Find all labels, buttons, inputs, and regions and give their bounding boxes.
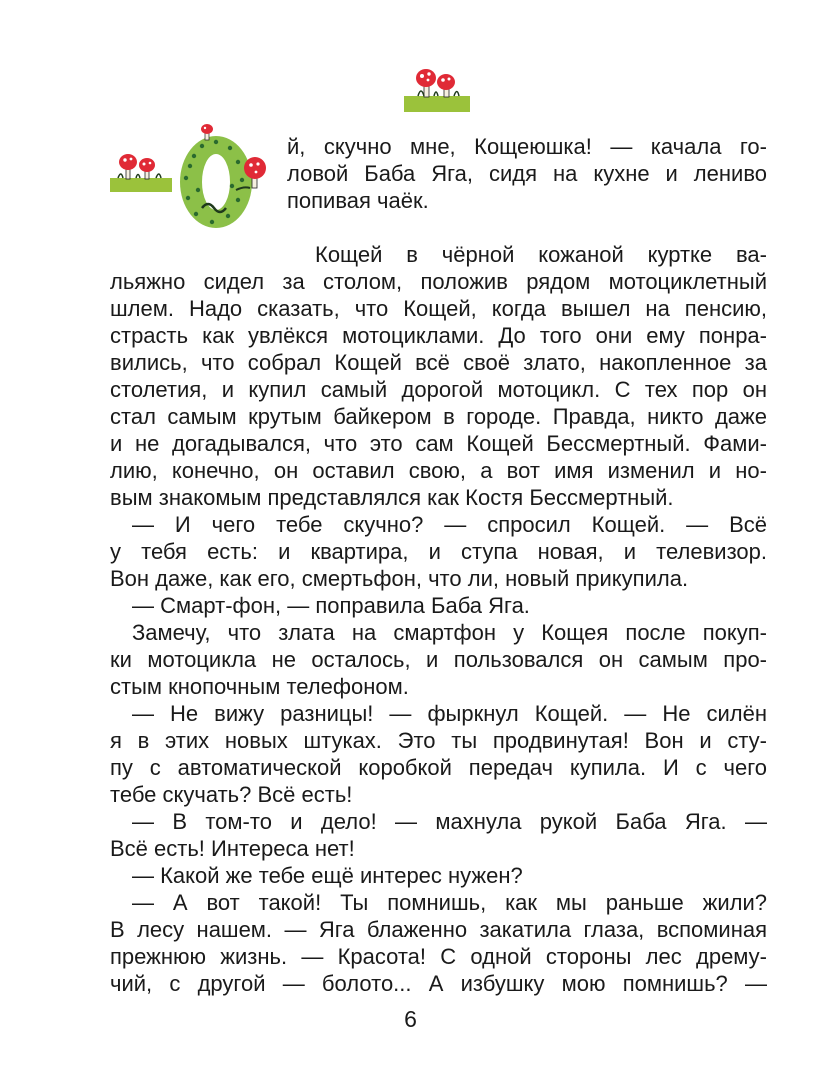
text-line: Кощей в чёрной кожаной куртке ва- (315, 242, 767, 267)
text-line: льяжно сидел за столом, положив рядом мотоциклетный (110, 269, 767, 294)
text-line: — И чего тебе скучно? — спросил Кощей. — Всё (132, 512, 767, 537)
text-line: столетия, и купил самый дорогой мотоцикл. С тех пор он (110, 377, 767, 402)
mushroom-ornament-left (110, 152, 172, 194)
text-line: — Какой же тебе ещё интерес нужен? (132, 863, 523, 888)
text-line: В лесу нашем. — Яга блаженно закатила глаза, вспоминая (110, 917, 767, 942)
mushroom-icon (437, 74, 455, 97)
text-line: стал самым крутым байкером в городе. Правда, никто даже (110, 404, 767, 429)
text-line: лию, конечно, он оставил свою, а вот имя изменил и но- (110, 458, 767, 483)
mushroom-icon (139, 158, 155, 179)
text-line: и не догадывался, что это сам Кощей Бессмертный. Фами- (110, 431, 767, 456)
text-line: прежнюю жизнь. — Красота! С одной стороны лес дрему- (110, 944, 767, 969)
text-line: Всё есть! Интереса нет! (110, 836, 355, 861)
text-line: — Смарт-фон, — поправила Баба Яга. (132, 593, 530, 618)
text-line: у тебя есть: и квартира, и ступа новая, и телевизор. (110, 539, 767, 564)
text-line: пу с автоматической коробкой передач купила. И с чего (110, 755, 767, 780)
text-line: Вон даже, как его, смертьфон, что ли, новый прикупила. (110, 566, 689, 591)
text-line: — А вот такой! Ты помнишь, как мы раньше жили? (132, 890, 767, 915)
text-line: ки мотоцикла не осталось, и пользовался он самым про- (110, 647, 767, 672)
text-line: чий, с другой — болото... А избушку мою помнишь? — (110, 971, 767, 996)
drop-cap-letter (172, 120, 272, 232)
text-line: й, скучно мне, Кощеюшка! — качала го- (287, 134, 767, 159)
mushroom-ornament-top (404, 66, 470, 114)
text-line: ловой Баба Яга, сидя на кухне и лениво (287, 161, 767, 186)
text-line: стым кнопочным телефоном. (110, 674, 409, 699)
text-line: вым знакомым представлялся как Костя Бессмертный. (110, 485, 674, 510)
text-line: страсть как увлёкся мотоциклами. До того они ему понра- (110, 323, 767, 348)
text-line: я в этих новых штуках. Это ты продвинутая! Вон и сту- (110, 728, 767, 753)
text-line: попивая чаёк. (287, 188, 429, 213)
text-line: шлем. Надо сказать, что Кощей, когда вышел на пенсию, (110, 296, 767, 321)
text-line: — Не вижу разницы! — фыркнул Кощей. — Не силён (132, 701, 767, 726)
page-number: 6 (404, 1006, 417, 1032)
text-line: тебе скучать? Всё есть! (110, 782, 353, 807)
text-line: — В том-то и дело! — махнула рукой Баба Яга. — (132, 809, 767, 834)
text-line: Замечу, что злата на смартфон у Кощея после покуп- (132, 620, 767, 645)
text-line: вились, что собрал Кощей всё своё злато, накопленное за (110, 350, 767, 375)
